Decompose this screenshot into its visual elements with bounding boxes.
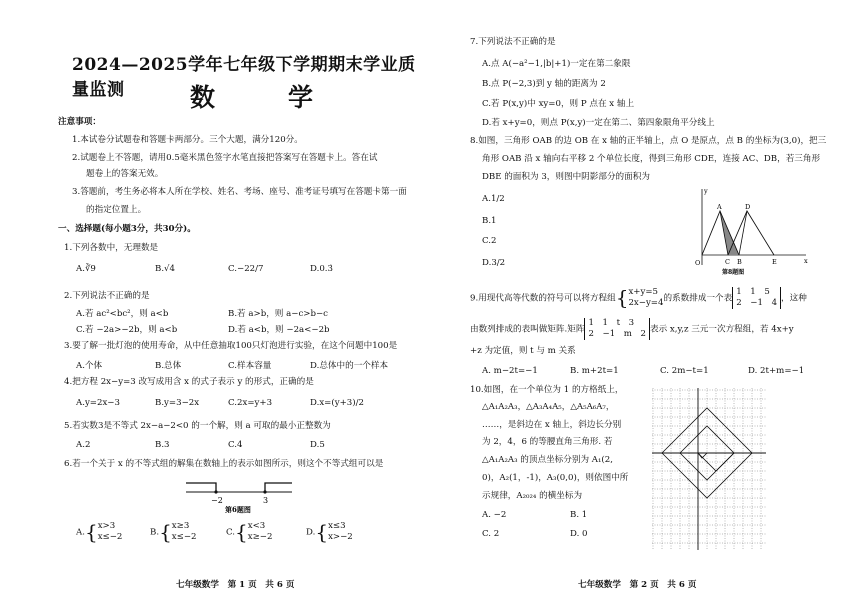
q8-line-1: 8.如图，三角形 OAB 的边 OB 在 x 轴的正半轴上，点 O 是原点，点 B 的坐标为(3,0)，把三 xyxy=(470,136,827,146)
q8-option-a: A.1/2 xyxy=(482,194,505,204)
left-page-footer: 七年级数学 第 1 页 共 6 页 xyxy=(176,580,295,590)
q4-option-a: A.y=2x−3 xyxy=(76,398,120,408)
q9-option-d: D. 2t+m=−1 xyxy=(748,366,805,376)
svg-text:O: O xyxy=(695,259,701,267)
q3-option-d: D.总体中的一个样本 xyxy=(310,361,389,371)
q6-number-line-figure xyxy=(180,472,300,514)
q10-line-3: ……，是斜边在 x 轴上，斜边长分别 xyxy=(482,420,622,430)
notice-3: 3.答题前，考生务必将本人所在学校、姓名、考场、座号、准考证号填写在答题卡第一面 xyxy=(72,187,407,197)
q3-option-b: B.总体 xyxy=(155,361,182,371)
q10-line-5: △A₁A₂A₃ 的顶点坐标分别为 A₁(2, xyxy=(482,455,613,465)
q8-line-2: 角形 OAB 沿 x 轴向右平移 2 个单位长度，得到三角形 CDE，连接 AC、DB，若三角形 xyxy=(482,154,821,164)
notice-3-cont: 的指定位置上。 xyxy=(86,205,147,215)
q6-option-a: A.{x>3 x≤−2 xyxy=(76,520,123,544)
grid-lines xyxy=(652,388,766,550)
q6-option-b: B.{x≥3 x≤−2 xyxy=(150,520,197,544)
q7-option-b: B.点 P(−2,3)到 y 轴的距离为 2 xyxy=(482,79,606,89)
q1-option-a: A.∛9 xyxy=(76,264,96,274)
q6-option-d: D.{x≤3 x>−2 xyxy=(306,520,353,544)
right-ray xyxy=(265,483,292,492)
q10-option-c: C. 2 xyxy=(482,529,500,539)
q5-option-c: C.4 xyxy=(228,440,243,450)
q4-option-b: B.y=3−2x xyxy=(155,398,200,408)
q2-option-d: D.若 a<b，则 −2a<−2b xyxy=(228,325,330,335)
q10-option-a: A. −2 xyxy=(482,510,507,520)
q2-option-b: B.若 a>b，则 a−c>b−c xyxy=(228,309,328,319)
svg-text:x: x xyxy=(804,257,808,265)
q5-option-a: A.2 xyxy=(76,440,91,450)
q9-line-1: 9.用现代高等代数的符号可以将方程组{x+y=5 2x−y=4的系数排成一个表1 1 5 2 −1 4 ，这种 xyxy=(470,285,807,310)
q1-option-d: D.0.3̇ xyxy=(310,264,333,274)
section-1-heading: 一、选择题(每小题3分，共30分)。 xyxy=(58,224,196,234)
q4-option-d: D.x=(y+3)/2 xyxy=(310,398,364,408)
q1-option-c: C.−22/7 xyxy=(228,264,264,274)
q8-line-3: DBE 的面积为 3，则图中阴影部分的面积为 xyxy=(482,172,650,182)
q10-line-6: 0)，A₂(1，-1)，A₃(0,0)，则依图中所 xyxy=(482,473,629,483)
q5-stem: 5.若实数3是不等式 2x−a−2<0 的一个解，则 a 可取的最小正整数为 xyxy=(64,421,331,431)
svg-text:C: C xyxy=(725,258,730,266)
tick-label-minus2: −2 xyxy=(211,496,223,505)
q9-option-c: C. 2m−t=1 xyxy=(660,366,709,376)
q3-option-c: C.样本容量 xyxy=(228,361,272,371)
q5-option-d: D.5 xyxy=(310,440,325,450)
q9-line-2: 由数列排成的表叫做矩阵.矩阵1 1 t 3 2 −1 m 2 表示 x,y,z 三元一次方程组，若 4x+y xyxy=(470,318,794,339)
notice-2-cont: 题卷上的答案无效。 xyxy=(86,169,164,179)
q4-option-c: C.2x=y+3 xyxy=(228,398,273,408)
exam-title: 2024—2025学年七年级下学期期末学业质量监测 xyxy=(72,55,416,100)
svg-text:y: y xyxy=(704,187,708,195)
q5-option-b: B.3 xyxy=(155,440,170,450)
q4-stem: 4.把方程 2x−y=3 改写成用含 x 的式子表示 y 的形式，正确的是 xyxy=(64,377,314,387)
q2-option-c: C.若 −2a>−2b，则 a<b xyxy=(76,325,178,335)
q8-option-c: C.2 xyxy=(482,236,497,246)
notice-1: 1.本试卷分试题卷和答题卡两部分。三个大题，满分120分。 xyxy=(72,135,303,145)
svg-text:D: D xyxy=(745,203,751,211)
q10-line-4: 为 2，4，6 的等腰直角三角形. 若 xyxy=(482,437,613,447)
notice-2: 2.试题卷上不答题，请用0.5毫米黑色签字水笔直接把答案写在答题卡上。答在试 xyxy=(72,153,378,163)
svg-text:E: E xyxy=(772,258,777,266)
right-page xyxy=(430,0,860,608)
tick-label-3: 3 xyxy=(263,496,269,505)
svg-text:A: A xyxy=(717,203,722,211)
q7-option-c: C.若 P(x,y)中 xy=0，则 P 点在 x 轴上 xyxy=(482,99,635,109)
q2-option-a: A.若 ac²<bc²，则 a<b xyxy=(76,309,169,319)
q6-option-c: C.{x<3 x≥−2 xyxy=(226,520,273,544)
q10-option-d: D. 0 xyxy=(570,529,588,539)
q7-option-a: A.点 A(−a²−1,|b|+1)一定在第二象限 xyxy=(482,59,631,69)
q10-grid-figure xyxy=(646,384,770,554)
q3-option-a: A.个体 xyxy=(76,361,103,371)
q8-option-b: B.1 xyxy=(482,216,497,226)
right-page-footer: 七年级数学 第 2 页 共 6 页 xyxy=(578,580,697,590)
q2-stem: 2.下列说法不正确的是 xyxy=(64,291,150,301)
q6-stem: 6.若一个关于 x 的不等式组的解集在数轴上的表示如图所示，则这个不等式组可以是 xyxy=(64,459,384,469)
q10-option-b: B. 1 xyxy=(570,510,588,520)
subject-title: 数 学 xyxy=(190,83,338,112)
q1-stem: 1.下列各数中，无理数是 xyxy=(64,243,159,253)
q7-stem: 7.下列说法不正确的是 xyxy=(470,37,556,47)
q6-figure-caption: 第6题图 xyxy=(225,505,251,514)
q1-option-b: B.√4 xyxy=(155,264,175,274)
q8-triangle-figure xyxy=(692,185,812,277)
q3-stem: 3.要了解一批灯泡的使用寿命，从中任意抽取100只灯泡进行实验，在这个问题中100是 xyxy=(64,341,398,351)
q8-figure-caption: 第8题图 xyxy=(722,269,745,276)
q7-option-d: D.若 x+y=0，则点 P(x,y)一定在第二、第四象限角平分线上 xyxy=(482,118,715,128)
left-ray xyxy=(186,483,216,492)
svg-text:B: B xyxy=(737,258,742,266)
q10-line-1: 10.如图，在一个单位为 1 的方格纸上， xyxy=(470,385,624,395)
notice-title: 注意事项： xyxy=(58,117,101,127)
q9-line-3: +z 为定值，则 t 与 m 关系 xyxy=(470,346,576,356)
q9-option-b: B. m+2t=1 xyxy=(570,366,619,376)
q8-option-d: D.3/2 xyxy=(482,258,506,268)
q9-option-a: A. m−2t=−1 xyxy=(482,366,538,376)
q10-line-7: 示规律，A₂₀₂₄ 的横坐标为 xyxy=(482,491,583,501)
q10-line-2: △A₁A₂A₃，△A₃A₄A₅，△A₅A₆A₇， xyxy=(482,402,615,412)
